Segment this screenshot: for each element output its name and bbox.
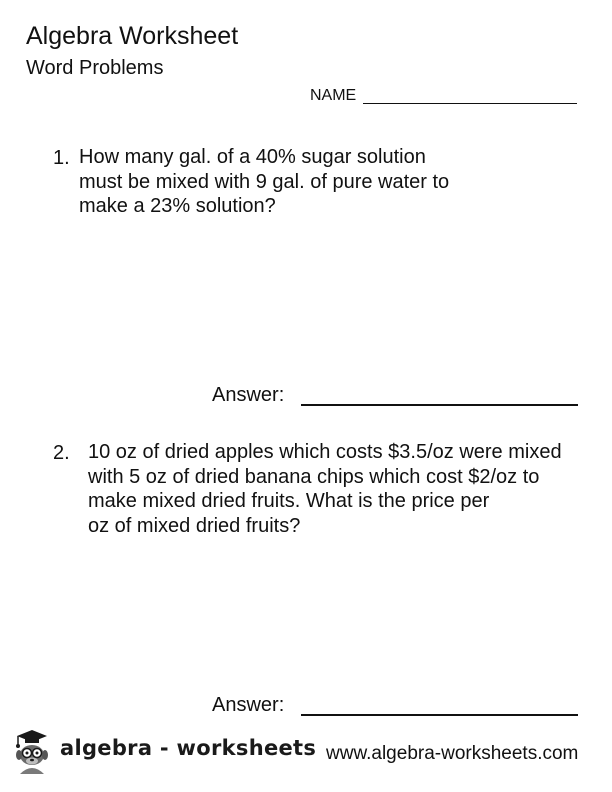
answer-line[interactable] (301, 404, 578, 406)
question-1-line: How many gal. of a 40% sugar solution (79, 146, 426, 168)
answer-line[interactable] (301, 714, 578, 716)
question-1-text (79, 145, 449, 219)
question-2-line: make mixed dried fruits. What is the price per (88, 490, 490, 512)
answer-label: Answer: (212, 384, 285, 406)
footer-url[interactable]: www.algebra-worksheets.com (326, 743, 579, 764)
graduate-mascot-icon (10, 725, 60, 775)
question-2-answer[interactable] (212, 693, 580, 719)
question-2-number: 2. (53, 442, 70, 464)
answer-label: Answer: (212, 694, 285, 716)
question-2-line: with 5 oz of dried banana chips which cost $2/oz to (88, 465, 540, 488)
footer-logo[interactable] (10, 725, 317, 775)
page-title: Algebra Worksheet (26, 22, 239, 50)
question-1-line: must be mixed with 9 gal. of pure water to (79, 170, 450, 193)
page-subtitle: Word Problems (26, 57, 164, 79)
name-label: NAME (310, 87, 357, 104)
question-1-number: 1. (53, 147, 70, 169)
name-field[interactable] (310, 86, 578, 108)
name-line[interactable] (363, 103, 577, 104)
question-2-line: oz of mixed dried fruits? (88, 514, 301, 537)
question-1-line: make a 23% solution? (79, 195, 276, 217)
logo-text: algebra - worksheets (60, 736, 317, 760)
question-2-line: 10 oz of dried apples which costs $3.5/oz were mixed (88, 441, 562, 463)
question-1-answer[interactable] (212, 383, 580, 409)
question-2-text (88, 440, 562, 538)
